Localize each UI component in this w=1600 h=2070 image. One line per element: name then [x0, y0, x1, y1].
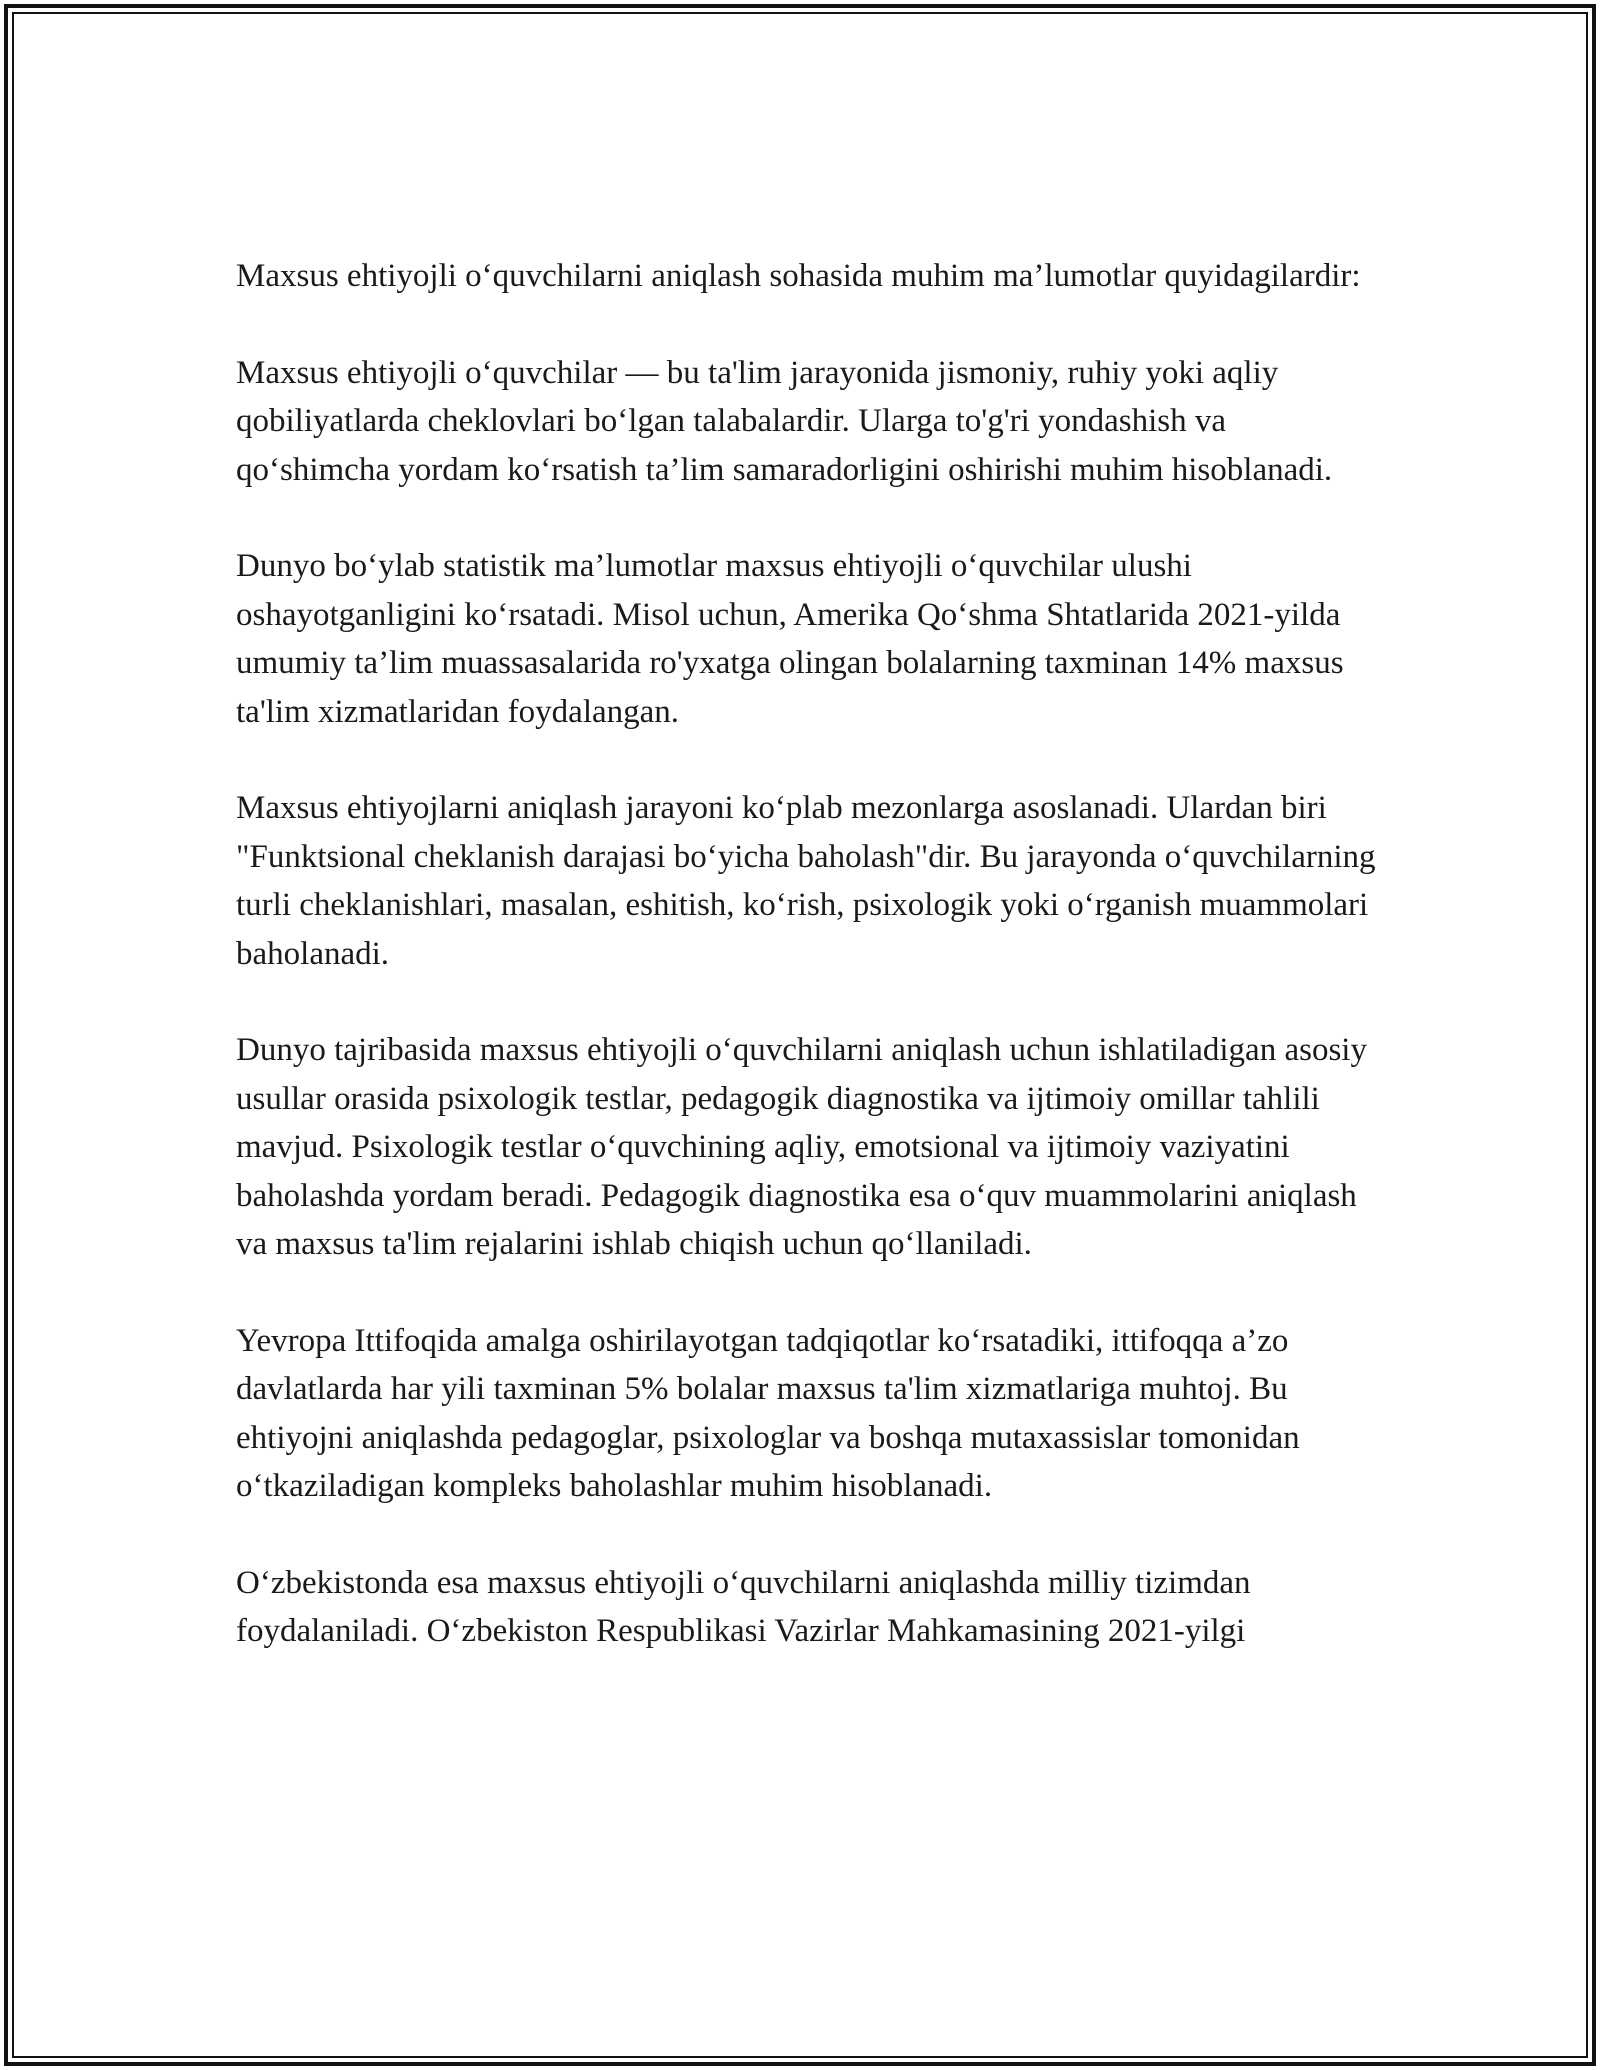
paragraph-assessment-criteria: Maxsus ehtiyojlarni aniqlash jarayoni ko‘plab mezonlarga asoslanadi. Ulardan biri "Funktsional cheklanish darajasi bo‘yicha baholash"dir. Bu jarayonda o‘quvchilarning turli cheklanishlari, masalan, eshitish, ko‘rish, psixologik yoki o‘rganish muammolari baholanadi.: [236, 790, 1376, 972]
paragraph-world-methods: Dunyo tajribasida maxsus ehtiyojli o‘quvchilarni aniqlash uchun ishlatiladigan asosiy usullar orasida psixologik testlar, pedagogik diagnostika va ijtimoiy omillar tahlili mavjud. Psixologik testlar o‘quvchining aqliy, emotsional va ijtimoiy vaziyatini baholashda yordam beradi. Pedagogik diagnostika esa o‘quv muammolarini aniqlash va maxsus ta'lim rejalarini ishlab chiqish uchun qo‘llaniladi.: [236, 1032, 1367, 1263]
paragraph-european-union: Yevropa Ittifoqida amalga oshirilayotgan tadqiqotlar ko‘rsatadiki, ittifoqqa a’zo davlatlarda har yili taxminan 5% bolalar maxsus ta'lim xizmatlariga muhtoj. Bu ehtiyojni aniqlashda pedagoglar, psixologlar va boshqa mutaxassislar tomonidan o‘tkaziladigan kompleks baholashlar muhim hisoblanadi.: [236, 1322, 1300, 1505]
paragraph-intro: Maxsus ehtiyojli o‘quvchilarni aniqlash sohasida muhim ma’lumotlar quyidagilardir:: [236, 258, 1361, 294]
paragraph-uzbekistan: O‘zbekistonda esa maxsus ehtiyojli o‘quvchilarni aniqlashda milliy tizimdan foydalaniladi. O‘zbekiston Respublikasi Vazirlar Mahkamasining 2021-yilgi: [236, 1564, 1251, 1650]
document-body: [236, 252, 1376, 1704]
paragraph-world-statistics: Dunyo bo‘ylab statistik ma’lumotlar maxsus ehtiyojli o‘quvchilar ulushi oshayotganligini ko‘rsatadi. Misol uchun, Amerika Qo‘shma Shtatlarida 2021-yilda umumiy ta’lim muassasalarida ro'yxatga olingan bolalarning taxminan 14% maxsus ta'lim xizmatlaridan foydalangan.: [236, 548, 1344, 730]
paragraph-definition: Maxsus ehtiyojli o‘quvchilar — bu ta'lim jarayonida jismoniy, ruhiy yoki aqliy qobiliyatlarda cheklovlari bo‘lgan talabalardir. Ularga to'g'ri yondashish va qo‘shimcha yordam ko‘rsatish ta’lim samaradorligini oshirishi muhim hisoblanadi.: [236, 354, 1333, 488]
